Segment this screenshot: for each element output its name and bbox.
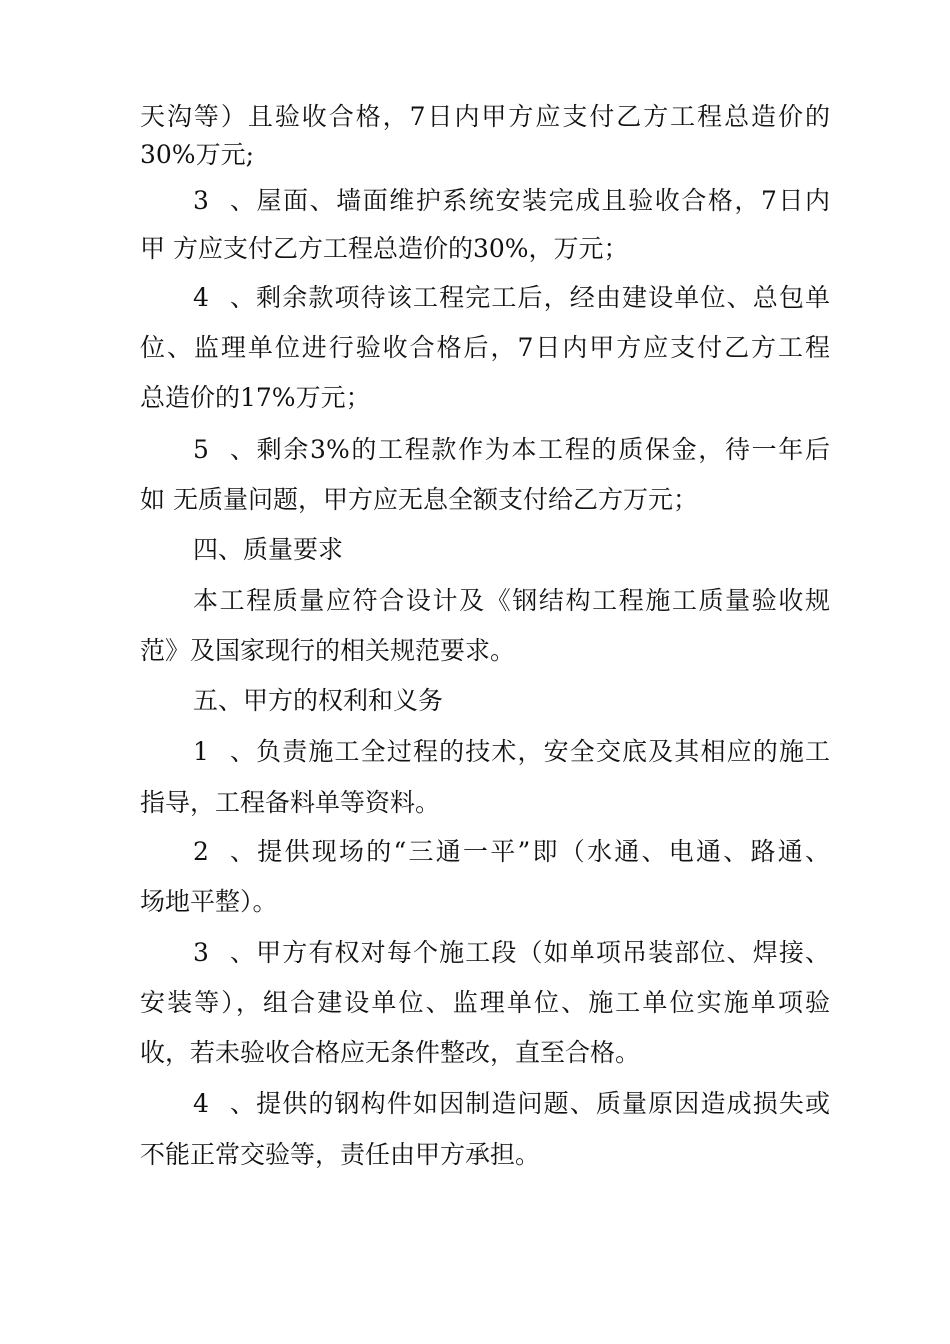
- text-line: 甲 方应支付乙方工程总造价的30%，万元；: [140, 234, 629, 263]
- text-line: 30%万元;: [140, 140, 254, 169]
- list-item-3: [193, 936, 830, 970]
- text-line: 天沟等）且验收合格，7日内甲方应支付乙方工程总造价的: [140, 102, 830, 131]
- section-heading: 四、质量要求: [193, 535, 344, 564]
- text-line: 本工程质量应符合设计及《钢结构工程施工质量验收规: [193, 586, 830, 615]
- text-line: 屋面、墙面维护系统安装完成且验收合格，7日内: [255, 186, 830, 215]
- text-line: 提供的钢构件如因制造问题、质量原因造成损失或: [255, 1089, 830, 1118]
- list-number: 3、: [193, 938, 255, 967]
- text-line: 收，若未验收合格应无条件整改，直至合格。: [140, 1038, 641, 1067]
- text-line: 总造价的17%万元；: [140, 383, 371, 412]
- list-item-4: [193, 1087, 830, 1121]
- text-line: 剩余款项待该工程完工后，经由建设单位、总包单: [255, 283, 830, 312]
- text-line: 剩余3%的工程款作为本工程的质保金，待一年后: [255, 435, 830, 464]
- text-line: 提供现场的“三通一平”即（水通、电通、路通、: [255, 837, 830, 866]
- list-item-1: [193, 735, 830, 769]
- text-line: 不能正常交验等，责任由甲方承担。: [140, 1140, 541, 1169]
- text-line: 位、监理单位进行验收合格后，7日内甲方应支付乙方工程: [140, 333, 830, 362]
- text-line: 指导，工程备料单等资料。: [140, 788, 441, 817]
- text-line: 范》及国家现行的相关规范要求。: [140, 636, 516, 665]
- text-line: 如 无质量问题，甲方应无息全额支付给乙方万元；: [140, 485, 698, 514]
- list-number: 4、: [193, 1089, 255, 1118]
- list-number: 3、: [193, 186, 255, 215]
- section-heading: 五、甲方的权利和义务: [193, 686, 444, 715]
- text-line: 甲方有权对每个施工段（如单项吊装部位、焊接、: [255, 938, 830, 967]
- list-item-2: [193, 835, 830, 869]
- list-item-4: [193, 281, 830, 315]
- text-line: 场地平整）。: [140, 887, 278, 916]
- text-line: 负责施工全过程的技术，安全交底及其相应的施工: [255, 737, 830, 766]
- list-item-5: [193, 433, 830, 467]
- list-number: 2、: [193, 837, 255, 866]
- text-line: 安装等），组合建设单位、监理单位、施工单位实施单项验: [140, 988, 830, 1017]
- list-item-3: [193, 184, 830, 218]
- list-number: 1、: [193, 737, 255, 766]
- list-number: 4、: [193, 283, 255, 312]
- list-number: 5、: [193, 435, 255, 464]
